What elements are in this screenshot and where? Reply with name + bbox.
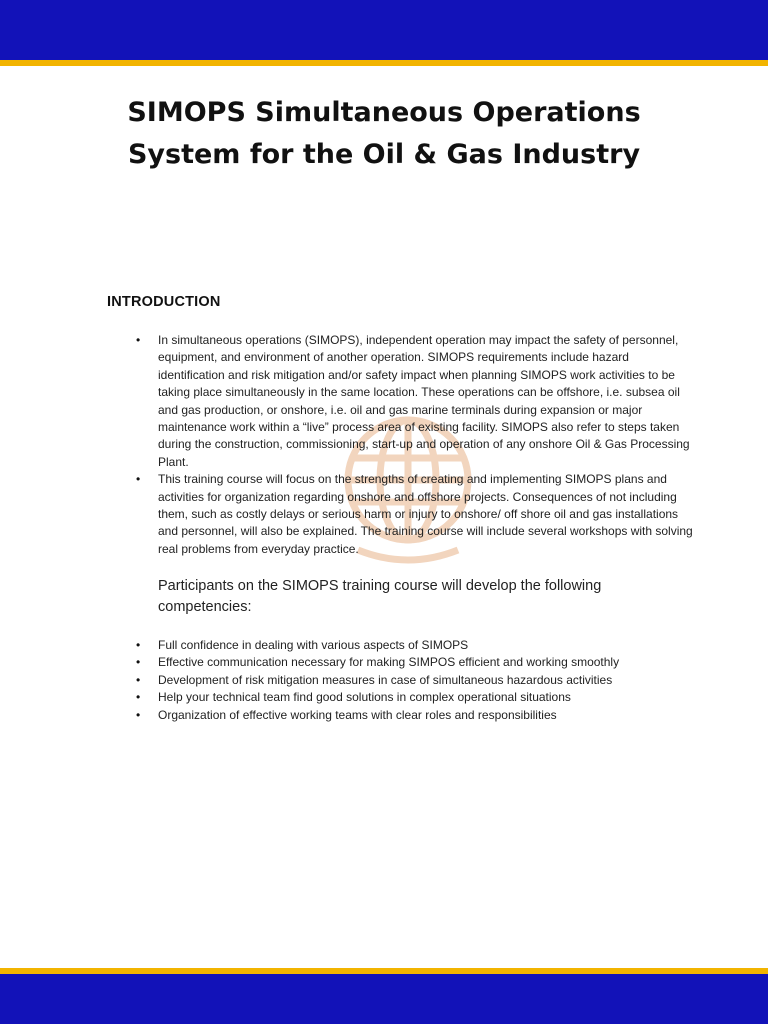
- list-item-text: Development of risk mitigation measures in case of simultaneous hazardous activities: [158, 672, 613, 687]
- header-stripe: [0, 60, 768, 66]
- list-item-text: Effective communication necessary for making SIMPOS efficient and working smoothly: [158, 655, 620, 670]
- list-item: [136, 654, 696, 671]
- section-heading-introduction: INTRODUCTION: [107, 294, 221, 310]
- footer-band: [0, 974, 768, 1024]
- header-band: [0, 0, 768, 60]
- list-item-text: Help your technical team find good solutions in complex operational situations: [158, 690, 571, 705]
- bullet-icon: •: [136, 707, 141, 722]
- page-title: [0, 92, 768, 176]
- list-item-text: This training course will focus on the strengths of creating and implementing SIMOPS plans and activities for organization regarding onshore and offshore projects. Consequences of not including them, such as costly delays or serious harm or injury to onshore/ off shore oil and gas installations and personnel, will also be explained. The training course will include several workshops with solving real problems from everyday practice.: [158, 472, 693, 556]
- bullet-icon: •: [136, 672, 141, 687]
- bullet-icon: •: [136, 690, 141, 705]
- bullet-icon: •: [136, 655, 141, 670]
- title-line-1: SIMOPS Simultaneous Operations: [127, 97, 641, 128]
- list-item-text: Full confidence in dealing with various aspects of SIMOPS: [158, 638, 469, 652]
- list-item: [136, 637, 696, 654]
- title-line-2: System for the Oil & Gas Industry: [127, 139, 641, 170]
- list-item: [136, 332, 696, 471]
- list-item-text: Organization of effective working teams with clear roles and responsibilities: [158, 707, 557, 722]
- list-item-text: In simultaneous operations (SIMOPS), independent operation may impact the safety of personnel, equipment, and environment of another operation. SIMOPS requirements include hazard identification and risk mitigation and/or safety impact when planning SIMOPS work activities to be taking place simultaneously in the same location. These operations can be offshore, i.e. subsea oil and gas production, or onshore, i.e. oil and gas marine terminals during expansion or major maintenance work within a “live” process area of existing facility. SIMOPS also refer to steps taken during the construction, commissioning, start-up and operation of any onshore Oil & Gas Processing Plant.: [158, 333, 690, 469]
- introduction-list: [136, 332, 696, 558]
- competencies-list: [136, 637, 696, 724]
- list-item: [136, 707, 696, 724]
- bullet-icon: •: [136, 333, 141, 347]
- list-item: [136, 689, 696, 706]
- competencies-intro: Participants on the SIMOPS training course will develop the following competencies:: [158, 578, 602, 615]
- list-item: [136, 471, 696, 558]
- bullet-icon: •: [136, 638, 141, 652]
- list-item: [136, 672, 696, 689]
- bullet-icon: •: [136, 472, 141, 487]
